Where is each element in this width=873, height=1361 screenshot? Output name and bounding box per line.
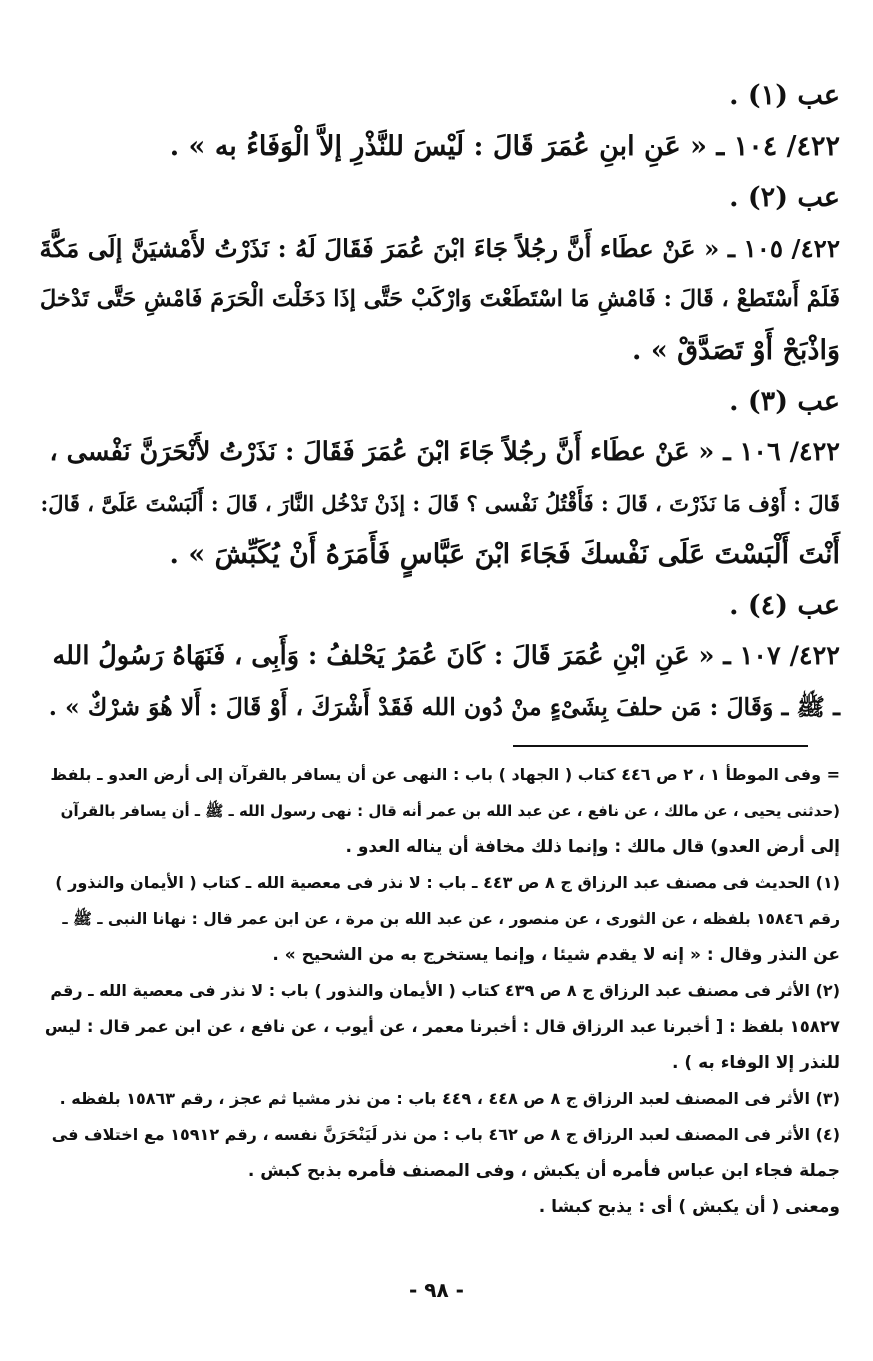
footnote-line: ومعنى ( أن يكبش ) أى : يذبح كبشا .	[538, 1197, 840, 1217]
footnote-1: (١) الحديث فى مصنف عبد الرزاق ج ٨ ص ٤٤٣ ـ باب : لا نذر فى معصية الله ـ كتاب ( الأيمان والنذور )	[55, 873, 840, 892]
reference-line: عب (٣) .	[729, 386, 840, 417]
hadith-107-line-2: ـ ﷺ ـ وَقَالَ : مَن حلفَ بِشَىْءٍ منْ دُون الله فَقَدْ أَشْرَكَ ، أَوْ قَالَ : أَلا هُوَ شرْكٌ » .	[48, 693, 840, 721]
footnote-line: إلى أرض العدو) قال مالك : وإنما ذلك مخافة أن يناله العدو .	[345, 837, 840, 857]
hadith-106-line-3: أَنْتَ أَلْبَسْتَ عَلَى نَفْسكَ فَجَاءَ ابْنَ عَبَّاسٍ فَأَمَرَهُ أَنْ يُكَبِّشَ » .	[169, 539, 840, 570]
reference-line: عب (٤) .	[729, 590, 840, 621]
main-text-body	[40, 70, 840, 733]
hadith-105-line-1: ٤٢٢/ ١٠٥ ـ « عَنْ عطَاء أَنَّ رجُلاً جَاءَ ابْنَ عُمَرَ فَقَالَ لَهُ : نَذَرْتُ لأَمْشيَنَّ إلَى مَكَّةَ	[39, 234, 840, 263]
footnote-line: للنذر إلا الوفاء به ) .	[672, 1053, 840, 1073]
footnote-3: (٣) الأثر فى المصنف لعبد الرزاق ج ٨ ص ٤٤٨ ، ٤٤٩ باب : من نذر مشيا ثم عجز ، رقم ١٥٨٦٣ بلفظه .	[59, 1089, 840, 1108]
footnote-line: رقم ١٥٨٤٦ بلفظه ، عن الثورى ، عن منصور ، عن عبد الله بن مرة ، عن ابن عمر قال : نهانا النبى ـ ﷺ ـ	[62, 910, 840, 928]
hadith-107-line-1: ٤٢٢/ ١٠٧ ـ « عَنِ ابْنِ عُمَرَ قَالَ : كَانَ عُمَرُ يَحْلفُ : وَأَبِى ، فَنَهَاهُ رَسُولُ الله	[52, 641, 840, 671]
hadith-104: ٤٢٢/ ١٠٤ ـ « عَنِ ابنِ عُمَرَ قَالَ : لَيْسَ للنَّذْرِ إلاَّ الْوَفَاءُ به » .	[169, 131, 840, 162]
reference-line: عب (٢) .	[729, 182, 840, 213]
footnote-4: (٤) الأثر فى المصنف لعبد الرزاق ج ٨ ص ٤٦٢ باب : من نذر لَيَنْحَرَنَّ نفسه ، رقم ١٥٩١٢ مع اختلاف فى	[51, 1125, 840, 1144]
footnote-2: (٢) الأثر فى مصنف عبد الرزاق ج ٨ ص ٤٣٩ كتاب ( الأيمان والنذور ) باب : لا نذر فى معصية الله ـ رقم	[50, 981, 840, 1000]
footnote-line: = وفى الموطأ ١ ، ٢ ص ٤٤٦ كتاب ( الجهاد ) باب : النهى عن أن يسافر بالقرآن إلى أرض العدو ـ بلفظ	[50, 765, 840, 784]
hadith-105-line-3: وَاذْبَحْ أَوْ تَصَدَّقْ » .	[632, 335, 840, 366]
page-number: - ٩٨ -	[409, 1278, 464, 1302]
footnote-line: جملة فجاء ابن عباس فأمره أن يكبش ، وفى المصنف فأمره بذبح كبش .	[247, 1161, 840, 1181]
footnote-divider	[513, 745, 808, 747]
footnote-line: (حدثنى يحيى ، عن مالك ، عن نافع ، عن عبد الله بن عمر أنه قال : نهى رسول الله ـ ﷺ ـ أن يسافر بالقرآن	[60, 802, 840, 820]
footnote-line: عن النذر وقال : « إنه لا يقدم شيئا ، وإنما يستخرج به من الشحيح » .	[272, 945, 840, 965]
footnote-line: ١٥٨٢٧ بلفظ : [ أخبرنا عبد الرزاق قال : أخبرنا معمر ، عن أيوب ، عن نافع ، عن ابن عمر قال : ليس	[44, 1017, 840, 1036]
hadith-105-line-2: فَلَمْ أَسْتَطعْ ، قَالَ : فَامْشِ مَا اسْتَطَعْتَ وَارْكَبْ حَتَّى إذَا دَخَلْتَ الْحَرَمَ فَامْشِ حَتَّى تَدْخلَ	[39, 286, 840, 312]
reference-line: عب (١) .	[729, 80, 840, 111]
hadith-106-line-2: قَالَ : أَوْف مَا نَذَرْتَ ، قَالَ : فَأَقْتُلُ نَفْسى ؟ قَالَ : إذَنْ تَدْخُل النَّارَ ، قَالَ : أَلَبَسْتَ عَلَىَّ ، قَالَ:	[40, 491, 840, 516]
hadith-106-line-1: ٤٢٢/ ١٠٦ ـ « عَنْ عطَاء أَنَّ رجُلاً جَاءَ ابْنَ عُمَرَ فَقَالَ : نَذَرْتُ لأَنْحَرَنَّ نَفْسى ،	[49, 437, 840, 467]
footnotes	[40, 757, 840, 1225]
